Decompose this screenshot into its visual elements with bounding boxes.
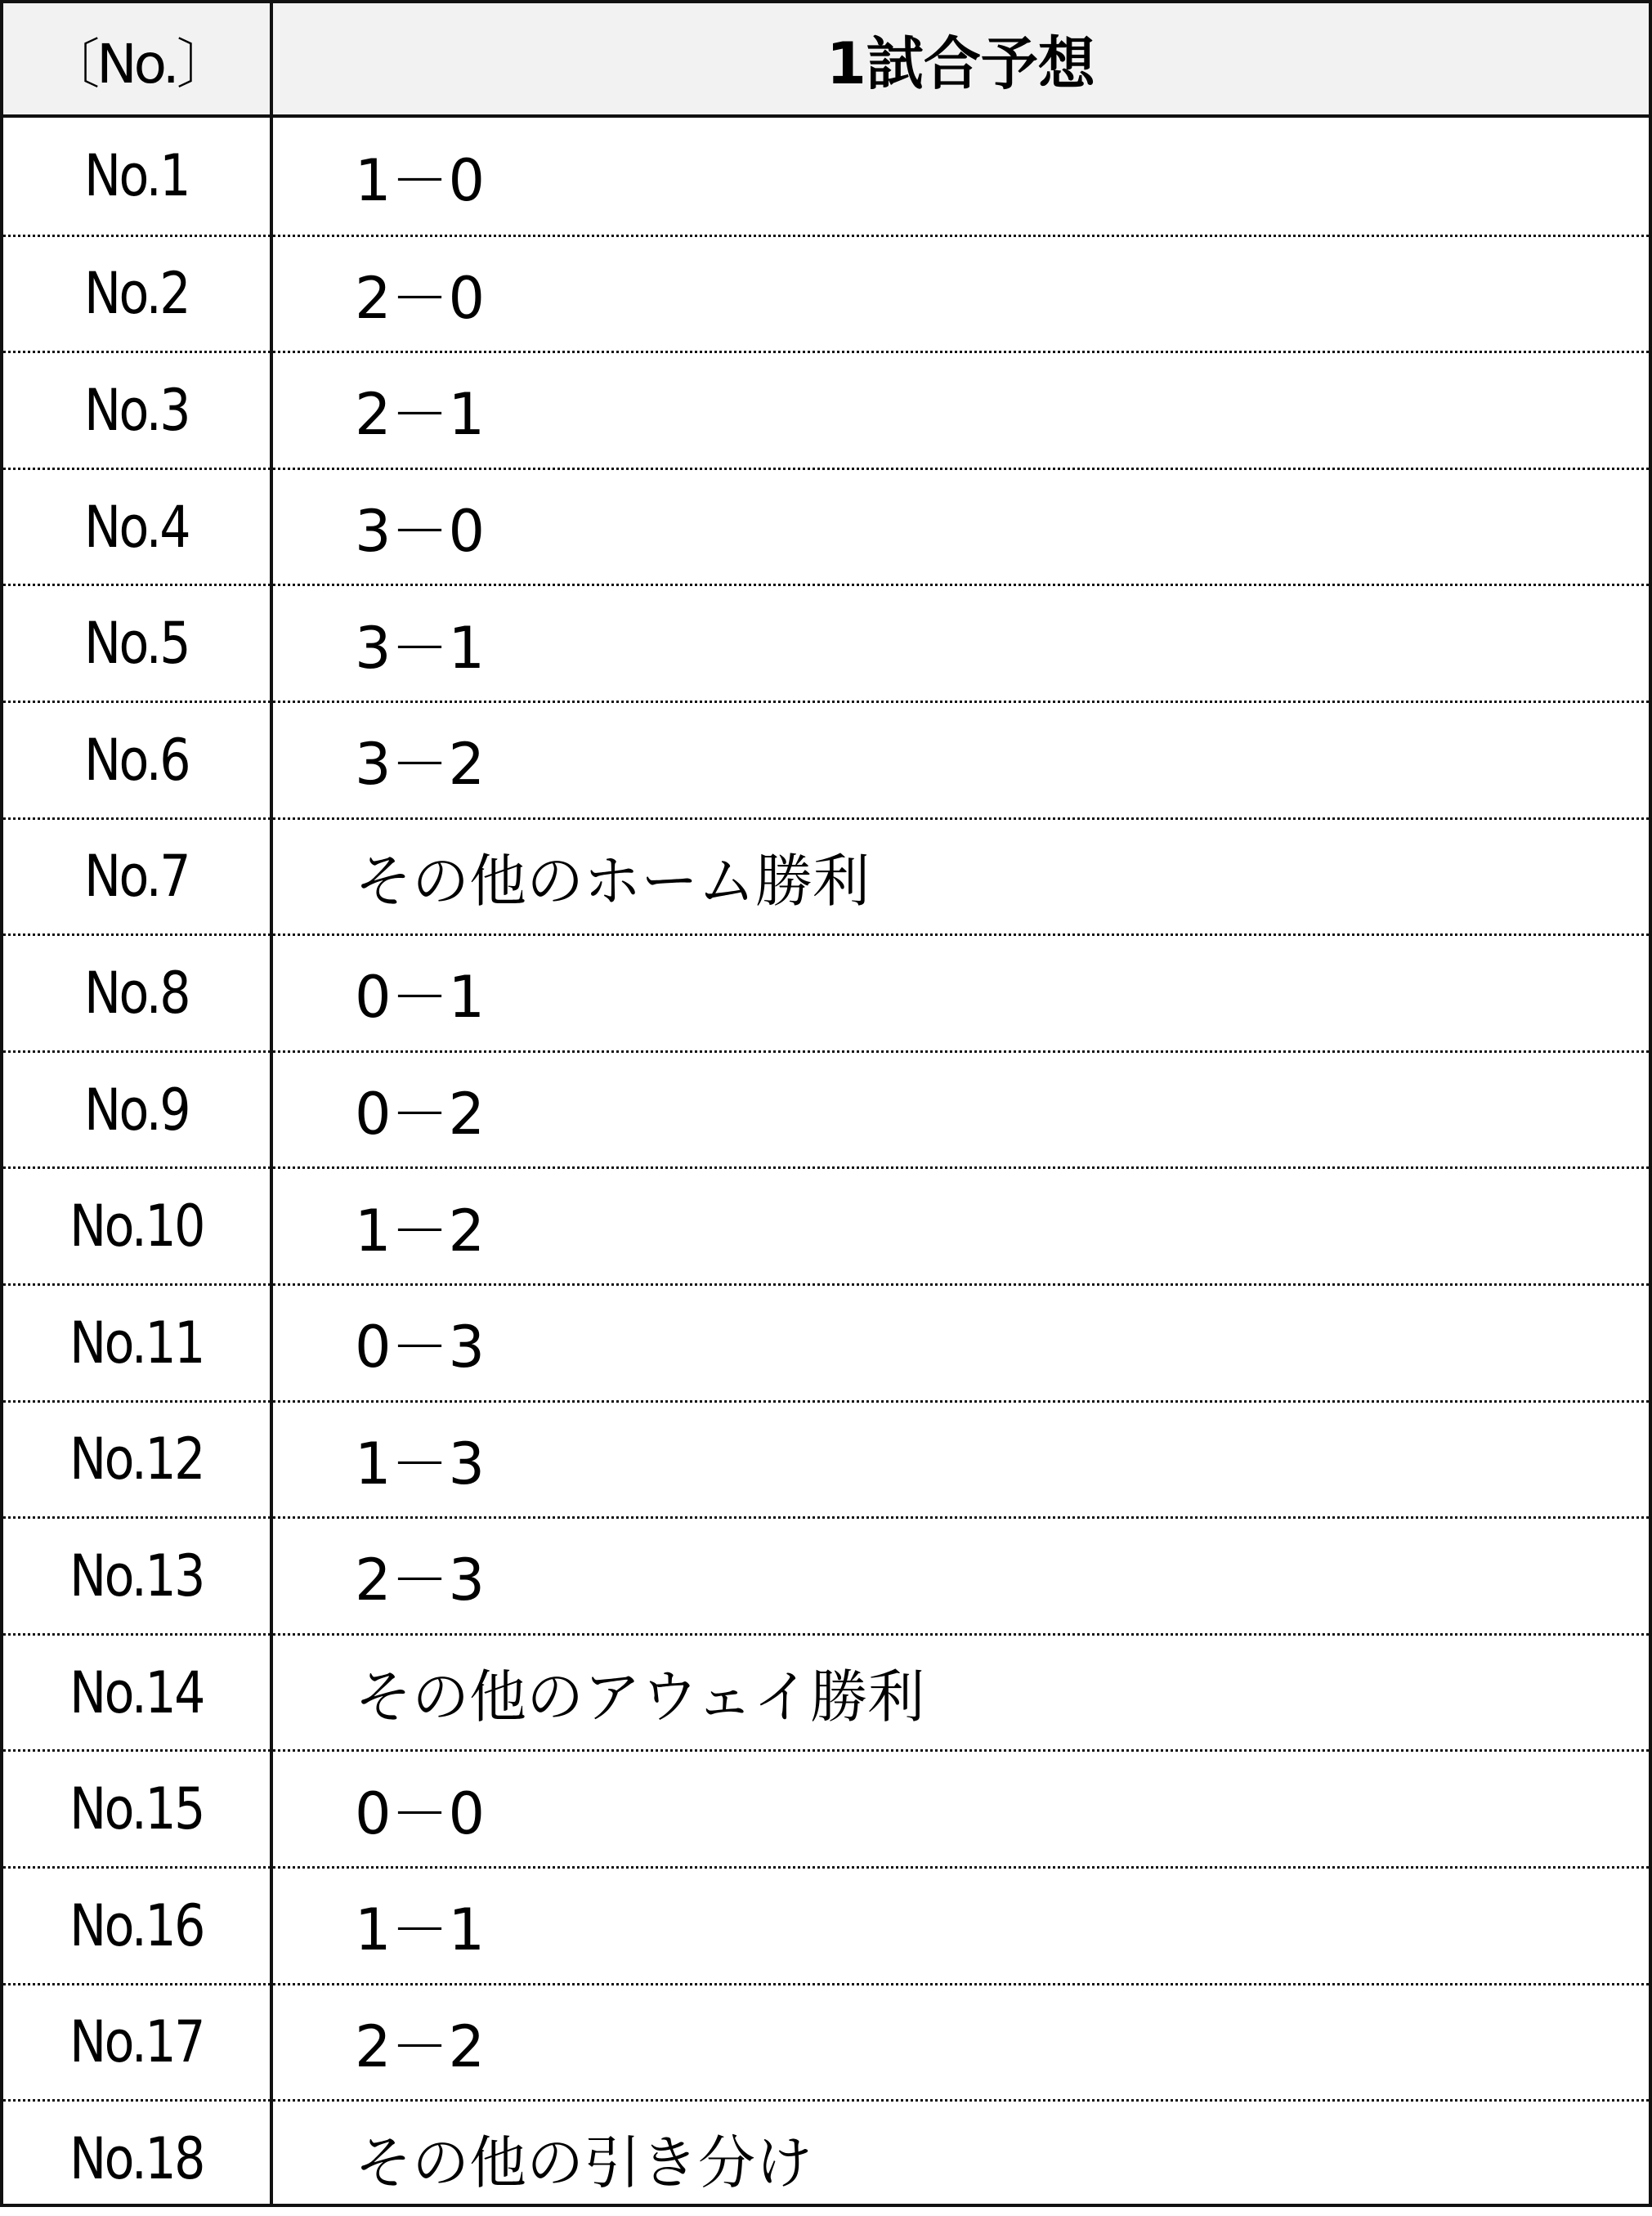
table-row: [3, 1749, 1649, 1866]
table-row: [3, 2099, 1649, 2216]
row-prediction: 2－0: [355, 264, 486, 332]
row-number: No.17: [69, 2008, 204, 2076]
row-number: No.16: [69, 1891, 204, 1959]
table-row: [3, 1166, 1649, 1283]
row-number: No.14: [69, 1659, 204, 1726]
table-row: [3, 1866, 1649, 1983]
row-number: No.3: [84, 376, 189, 444]
table-header: [3, 3, 1649, 118]
row-number: No.18: [69, 2124, 204, 2192]
table-row: [3, 351, 1649, 468]
table-row: [3, 817, 1649, 934]
row-prediction: その他のホーム勝利: [355, 847, 870, 915]
table-row: [3, 1400, 1649, 1517]
row-prediction: 2－3: [355, 1547, 486, 1614]
row-number: No.9: [84, 1076, 189, 1144]
row-number: No.12: [69, 1426, 204, 1493]
table-row: [3, 933, 1649, 1050]
header-no: 〔No.〕: [46, 32, 227, 96]
row-number: No.7: [84, 843, 189, 911]
row-prediction: 3－1: [355, 614, 486, 682]
table-row: [3, 701, 1649, 817]
table-row: [3, 1050, 1649, 1167]
table-row: [3, 1516, 1649, 1633]
row-number: No.15: [69, 1775, 204, 1843]
row-number: No.11: [69, 1309, 204, 1377]
row-prediction: 0－3: [355, 1314, 486, 1381]
row-prediction: 1－3: [355, 1430, 486, 1497]
row-number: No.4: [84, 493, 189, 561]
row-prediction: その他のアウェイ勝利: [355, 1663, 925, 1731]
table-row: [3, 468, 1649, 584]
row-number: No.10: [69, 1193, 204, 1260]
row-prediction: 3－0: [355, 498, 486, 566]
table-row: [3, 584, 1649, 701]
table-row: [3, 1633, 1649, 1750]
row-number: No.5: [84, 610, 189, 678]
row-number: No.8: [84, 959, 189, 1027]
table-row: [3, 118, 1649, 235]
row-prediction: 2－1: [355, 381, 486, 449]
table-body: [3, 118, 1649, 2216]
table-row: [3, 235, 1649, 351]
row-prediction: 2－2: [355, 2012, 486, 2080]
row-prediction: 1－1: [355, 1896, 486, 1964]
table-row: [3, 1983, 1649, 2100]
row-number: No.2: [84, 260, 189, 328]
row-prediction: 1－2: [355, 1197, 486, 1265]
row-prediction: 0－1: [355, 964, 486, 1032]
row-prediction: 0－2: [355, 1081, 486, 1148]
row-prediction: 3－2: [355, 731, 486, 799]
row-number: No.1: [84, 142, 189, 210]
row-prediction: 1－0: [355, 146, 486, 214]
row-prediction: 0－0: [355, 1780, 486, 1847]
row-number: No.6: [84, 726, 189, 794]
header-prediction: 1試合予想: [826, 29, 1095, 97]
row-number: No.13: [69, 1542, 204, 1609]
table-row: [3, 1283, 1649, 1400]
row-prediction: その他の引き分け: [355, 2129, 813, 2197]
column-divider: [270, 3, 273, 2204]
